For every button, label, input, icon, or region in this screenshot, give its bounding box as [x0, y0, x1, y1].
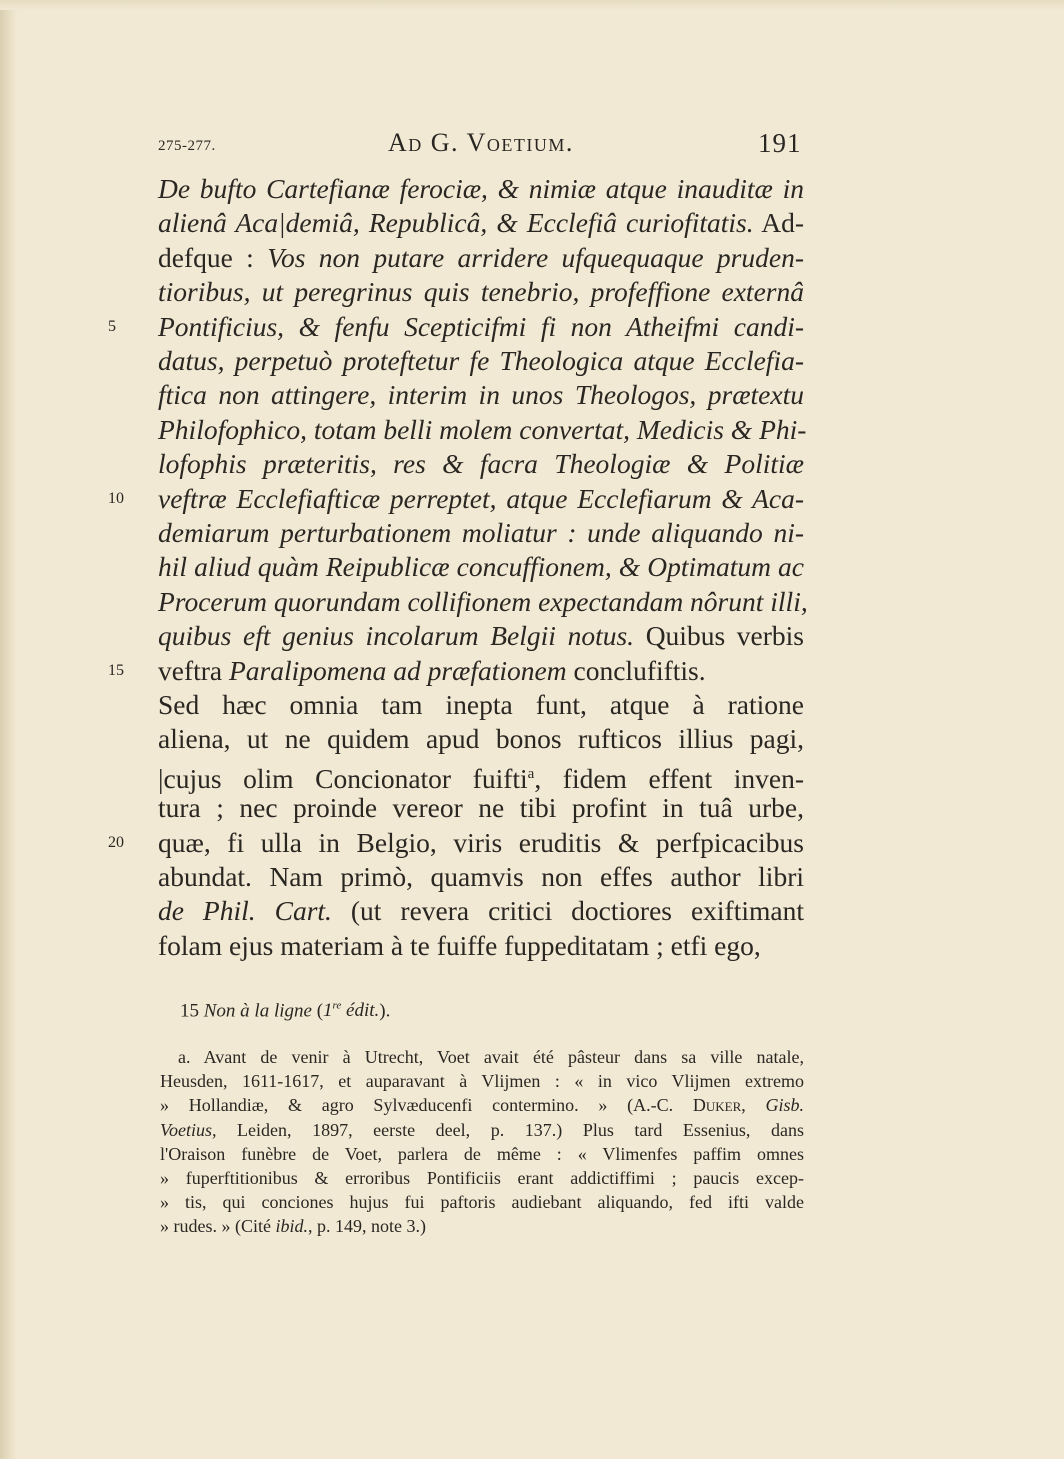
text-segment: ftica non attingere, interim in unos Theologos, prætextu — [158, 379, 804, 411]
line-number: 5 — [108, 317, 116, 335]
running-header — [0, 128, 1064, 164]
text-segment: datus, perpetuò proteftetur fe Theologica atque Ecclefia- — [158, 345, 804, 376]
text-line — [158, 172, 804, 206]
text-segment: Vos non putare arridere ufquequaque pruden- — [267, 241, 804, 273]
edition-number: 1 — [323, 1000, 333, 1022]
text-segment: a — [527, 765, 535, 782]
text-line — [158, 929, 804, 963]
footnote-line — [160, 1214, 804, 1238]
text-line — [158, 585, 808, 619]
text-segment: de Phil. Cart. — [158, 895, 332, 927]
text-segment: tura ; nec proinde vereor ne tibi profint in tuâ urbe, — [158, 792, 804, 824]
text-segment: Paralipomena ad præfationem — [229, 654, 567, 686]
footnote-segment: Duker — [692, 1095, 742, 1116]
text-line — [158, 826, 804, 860]
line-number: 15 — [108, 661, 124, 679]
text-segment: Procerum quorundam collifionem expectandam nôrunt illi, — [158, 585, 808, 617]
text-segment: quibus eft genius incolarum Belgii notus. — [158, 620, 635, 652]
footnote-segment: » Hollandiæ, & agro Sylvæducenfi contermino. » (A.-C. — [160, 1095, 693, 1116]
text-segment: Ad- — [753, 207, 805, 239]
text-segment: abundat. Nam primò, quamvis non effes author libri — [158, 861, 804, 892]
text-segment: demiarum perturbationem moliatur : unde aliquando ni- — [158, 517, 804, 548]
variant-note-open: ( — [311, 1000, 324, 1022]
text-line — [158, 378, 804, 412]
text-segment: Pontificius, & fenfu Scepticifmi fi non Atheifmi candi- — [158, 310, 804, 342]
footnote-segment: a. Avant de venir à Utrecht, Voet avait été pâsteur dans sa ville natale, — [178, 1047, 804, 1067]
line-number: 10 — [108, 489, 124, 507]
text-line — [158, 722, 804, 756]
text-line — [158, 619, 804, 653]
text-line — [158, 310, 804, 344]
footnote-segment: » rudes. » (Cité — [160, 1216, 276, 1237]
text-segment: , fidem effent inven- — [534, 762, 804, 794]
footnote-segment: , — [741, 1095, 766, 1116]
text-line — [158, 791, 804, 825]
text-segment: De bufto Cartefianæ ferociæ, & nimiæ atque inauditæ in — [158, 173, 804, 204]
text-line — [158, 516, 804, 550]
page-edge-shadow — [0, 0, 18, 1459]
text-line — [158, 654, 804, 688]
text-segment: lofophis præteritis, res & facra Theologiæ & Politiæ — [158, 448, 804, 480]
edition-sup: re — [332, 1000, 342, 1012]
footnote-segment: l'Oraison funèbre de Voet, parlera de même : « Vlimenfes paffim omnes — [160, 1143, 804, 1164]
variant-note-edition — [323, 1000, 379, 1021]
footnote-line — [160, 1142, 804, 1166]
variant-note-number: 15 — [180, 1000, 204, 1022]
footnote-line — [160, 1166, 804, 1190]
text-segment: veftra — [158, 654, 229, 686]
line-number: 20 — [108, 833, 124, 851]
text-line — [158, 206, 804, 240]
text-line — [158, 344, 804, 378]
footnote-segment: Gisb. — [765, 1095, 805, 1116]
edition-label: édit. — [341, 1000, 380, 1022]
page-range: 275-277. — [158, 138, 216, 154]
text-segment: hil aliud quàm Reipublicæ concuffionem, & Optimatum ac — [158, 551, 804, 583]
footnote-segment: Leiden, 1897, eerste deel, p. 137.) Plus tard Essenius, dans — [216, 1119, 804, 1140]
text-line — [158, 447, 804, 481]
text-segment: Quibus verbis — [634, 620, 804, 652]
text-segment: conclufiftis. — [566, 654, 706, 686]
text-line — [158, 241, 804, 275]
text-line — [158, 413, 807, 447]
footnote-segment: ibid. — [275, 1216, 308, 1237]
text-segment: aliena, ut ne quidem apud bonos rufticos illius pagi, — [158, 723, 804, 755]
text-segment: defque : — [158, 241, 268, 273]
footnote-line — [160, 1093, 804, 1117]
text-segment: tioribus, ut peregrinus quis tenebrio, profeffione externâ — [158, 276, 804, 308]
footnote-line — [160, 1190, 804, 1214]
footnote-line — [160, 1118, 804, 1142]
text-segment: |cujus olim Concionator fuifti — [158, 762, 528, 794]
text-segment: veftræ Ecclefiafticæ perreptet, atque Ecclefiarum & Aca- — [158, 482, 804, 514]
text-segment: Philofophico, totam belli molem convertat, Medicis & Phi- — [158, 413, 807, 445]
running-title: Ad G. Voetium. — [388, 128, 574, 157]
text-segment: quæ, fi ulla in Belgio, viris eruditis & perfpicacibus — [158, 826, 804, 858]
page-top-shadow — [0, 0, 1064, 10]
page-number: 191 — [758, 128, 802, 158]
text-line — [158, 550, 804, 584]
text-line — [158, 275, 804, 309]
footnote-line — [160, 1069, 804, 1093]
footnote-segment: , p. 149, note 3.) — [308, 1216, 426, 1237]
variant-note — [180, 993, 390, 1024]
footnote-line — [178, 1045, 804, 1069]
variant-note-close: ). — [379, 1000, 391, 1022]
text-line — [158, 688, 804, 722]
text-segment: (ut revera critici doctiores exiftimant — [331, 895, 804, 927]
footnote-segment: » tis, qui conciones hujus fui paftoris audiebant aliquando, fed ifti valde — [160, 1192, 804, 1213]
text-segment: folam ejus materiam à te fuiffe fuppeditatam ; etfi ego, — [158, 929, 761, 961]
footnote-segment: » fuperftitionibus & erroribus Pontificiis erant addictiffimi ; paucis excep- — [160, 1168, 804, 1188]
variant-note-text: Non à la ligne — [203, 1000, 312, 1022]
text-line — [158, 894, 804, 928]
footnote-segment: Heusden, 1611-1617, et auparavant à Vlijmen : « in vico Vlijmen extremo — [160, 1071, 804, 1092]
text-segment: Sed hæc omnia tam inepta funt, atque à ratione — [158, 689, 804, 720]
footnote-segment: Voetius, — [160, 1119, 217, 1140]
text-line — [158, 482, 804, 516]
text-line — [158, 860, 804, 894]
text-segment: alienâ Aca|demiâ, Republicâ, & Ecclefiâ curiofitatis. — [158, 207, 754, 239]
text-line — [158, 757, 804, 794]
